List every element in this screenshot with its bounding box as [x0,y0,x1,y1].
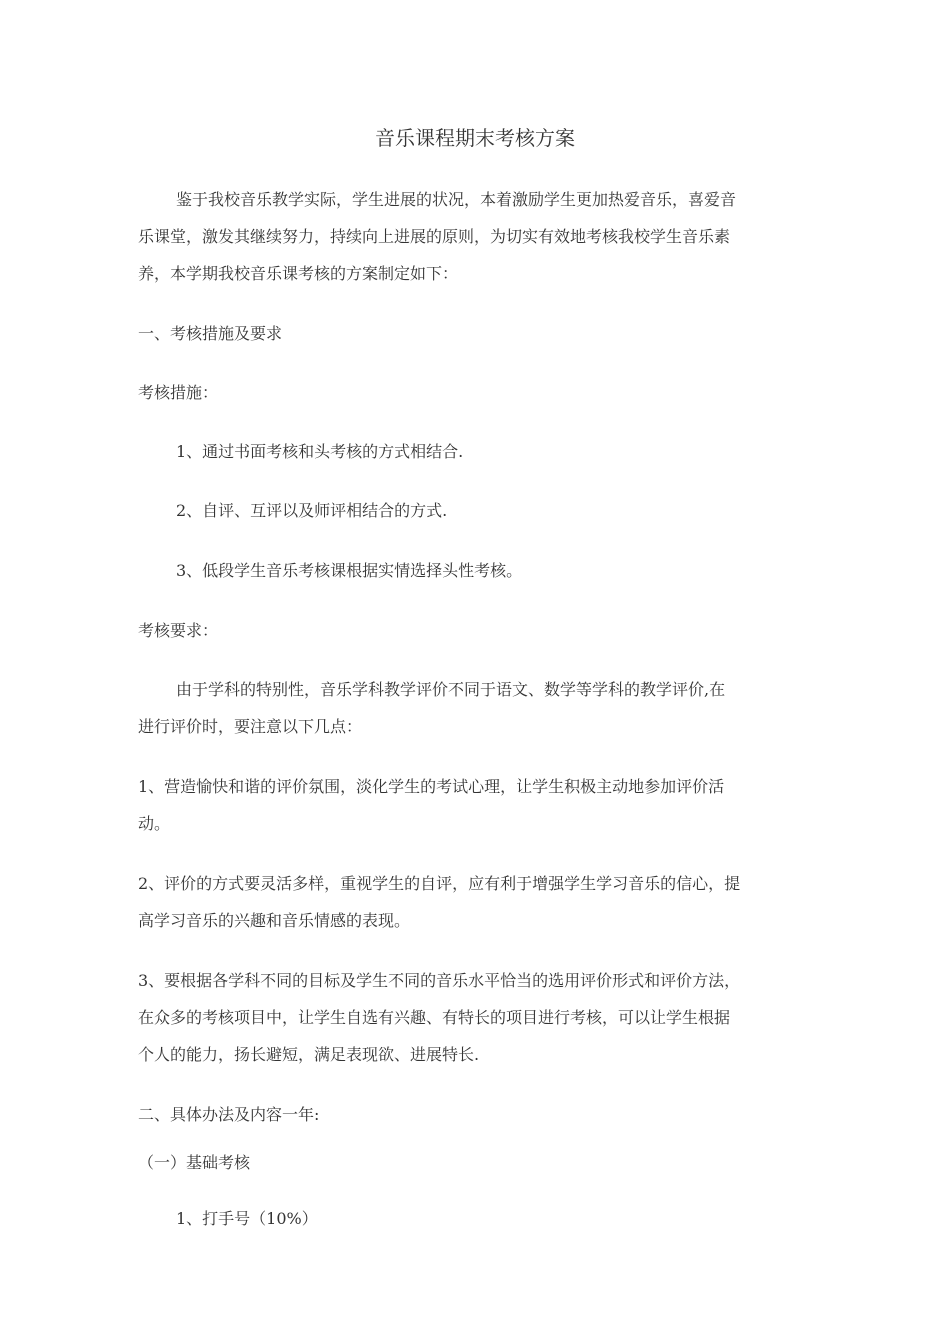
intro-line-1: 鉴于我校音乐教学实际，学生进展的状况，本着激励学生更加热爱音乐，喜爱音 [176,190,737,209]
requirements-intro-line-2: 进行评价时，要注意以下几点： [138,717,363,736]
measure-item-2: 2、自评、互评以及师评相结合的方式. [176,501,448,520]
point3-line-3: 个人的能力，扬长避短，满足表现欲、进展特长. [138,1045,480,1064]
point3-line-2: 在众多的考核项目中，让学生自选有兴趣、有特长的项目进行考核，可以让学生根据 [138,1008,731,1027]
measure-item-3: 3、低段学生音乐考核课根据实情选择头性考核。 [176,561,523,580]
point1-line-1: 1、营造愉快和谐的评价氛围，淡化学生的考试心理，让学生积极主动地参加评价活 [138,777,725,796]
section1-heading: 一、考核措施及要求 [138,324,283,343]
section2-heading: 二、具体办法及内容一年: [138,1105,320,1124]
point2-line-1: 2、评价的方式要灵活多样，重视学生的自评，应有利于增强学生学习音乐的信心，提 [138,874,741,893]
intro-line-2: 乐课堂，激发其继续努力，持续向上进展的原则，为切实有效地考核我校学生音乐素 [138,227,731,246]
point3-line-1: 3、要根据各学科不同的目标及学生不同的音乐水平恰当的选用评价形式和评价方法， [138,971,741,990]
requirements-intro-line-1: 由于学科的特别性，音乐学科教学评价不同于语文、数学等学科的教学评价,在 [176,680,726,699]
document-title: 音乐课程期末考核方案 [375,126,575,150]
point1-line-2: 动。 [138,814,171,833]
point2-line-2: 高学习音乐的兴趣和音乐情感的表现。 [138,911,411,930]
item1-line: 1、打手号（10%） [176,1209,318,1228]
intro-line-3: 养，本学期我校音乐课考核的方案制定如下： [138,264,459,283]
measures-label: 考核措施： [138,383,219,402]
measure-item-1: 1、通过书面考核和头考核的方式相结合. [176,442,464,461]
requirements-label: 考核要求： [138,621,219,640]
subsection1-heading: （一）基础考核 [138,1153,251,1172]
